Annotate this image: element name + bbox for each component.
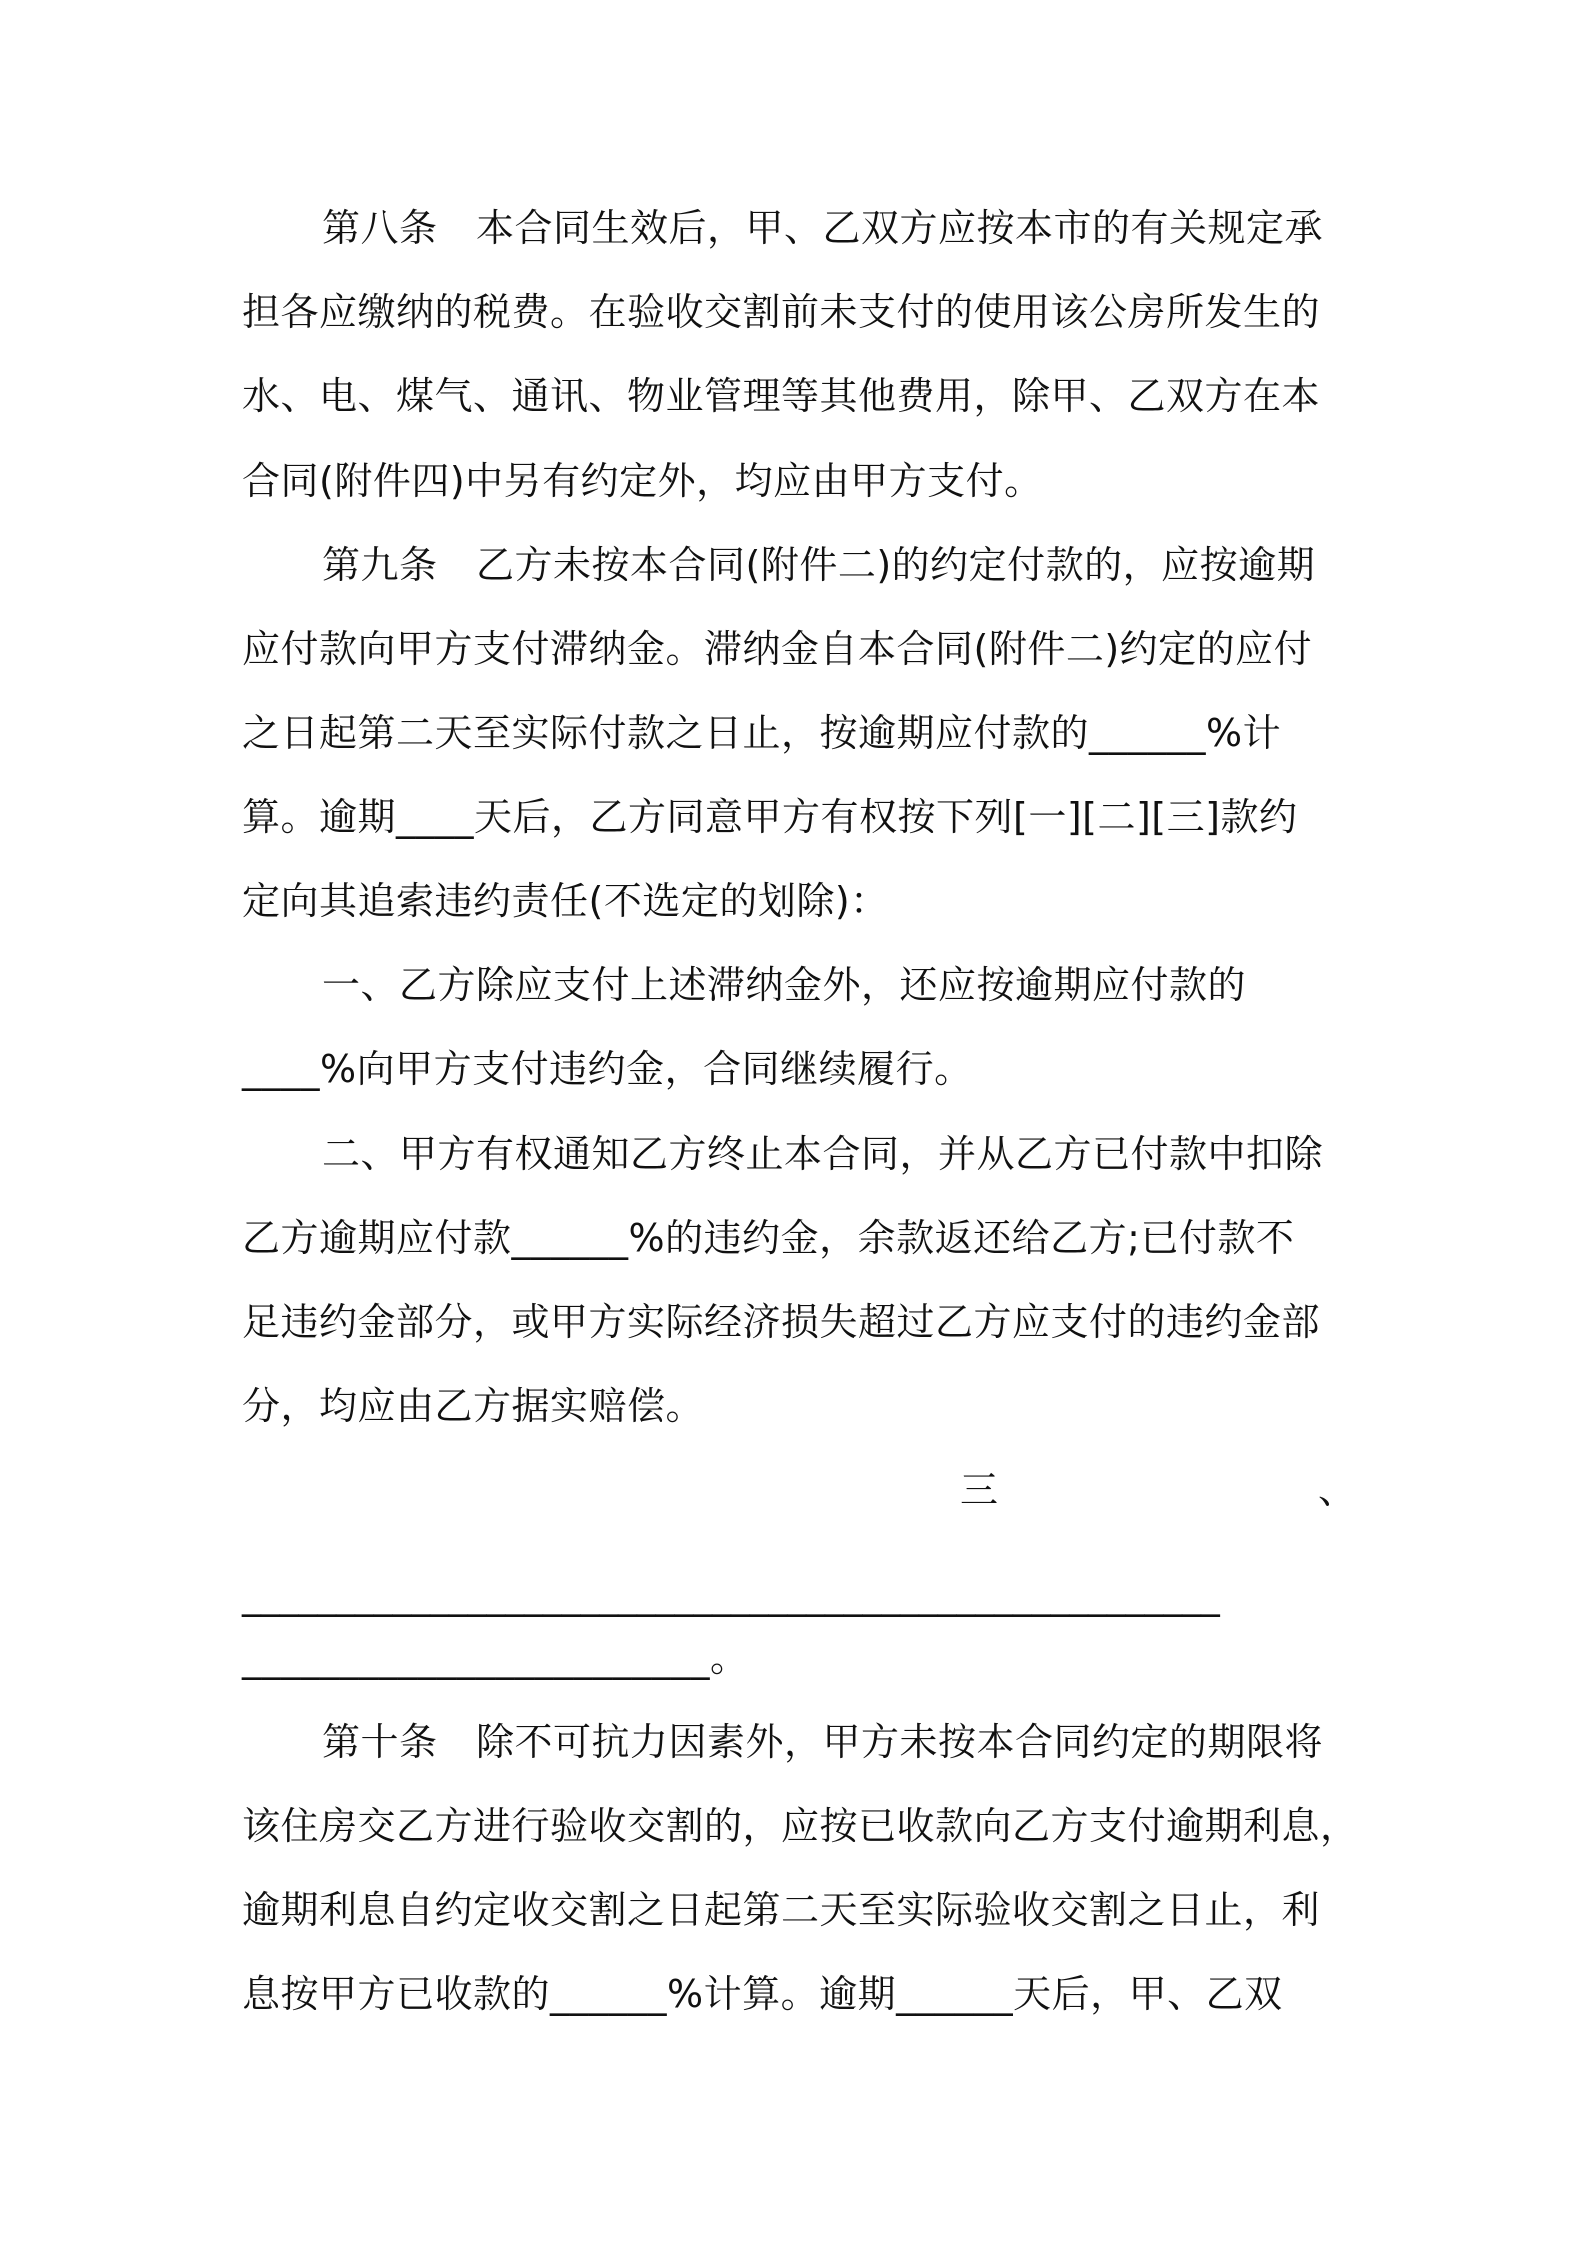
clause-2-line-1: 二、甲方有权通知乙方终止本合同，并从乙方已付款中扣除 (322, 1132, 1324, 1176)
article-8-line-3: 水、电、煤气、通讯、物业管理等其他费用，除甲、乙双方在本 (242, 374, 1321, 418)
clause-1-line-1: 一、乙方除应支付上述滞纳金外，还应按逾期应付款的 (322, 963, 1247, 1007)
article-8-line-1: 第八条 本合同生效后，甲、乙双方应按本市的有关规定承 (322, 206, 1324, 250)
article-8-line-2: 担各应缴纳的税费。在验收交割前未支付的使用该公房所发生的 (242, 290, 1321, 334)
article-10-line-2: 该住房交乙方进行验收交割的，应按已收款向乙方支付逾期利息， (242, 1804, 1359, 1848)
clause-3-blank-line-2: ________________________。 (242, 1636, 749, 1680)
article-9-line-4: 算。逾期____天后，乙方同意甲方有权按下列[一][二][三]款约 (242, 795, 1298, 839)
article-9-line-5: 定向其追索违约责任(不选定的划除)： (242, 879, 889, 923)
clause-2-line-4: 分，均应由乙方据实赔偿。 (242, 1384, 705, 1428)
clause-2-line-3: 足违约金部分，或甲方实际经济损失超过乙方应支付的违约金部 (242, 1300, 1321, 1344)
clause-3-separator: 、 (1318, 1468, 1357, 1512)
article-9-line-1: 第九条 乙方未按本合同(附件二)的约定付款的，应按逾期 (322, 543, 1316, 587)
article-8-line-4: 合同(附件四)中另有约定外，均应由甲方支付。 (242, 459, 1043, 503)
clause-3-blank-line-1: ____________________________________________________ (242, 1573, 1220, 1617)
article-10-line-3: 逾期利息自约定收交割之日起第二天至实际验收交割之日止，利 (242, 1888, 1321, 1932)
article-10-line-1: 第十条 除不可抗力因素外，甲方未按本合同约定的期限将 (322, 1720, 1324, 1764)
clause-1-line-2: ____%向甲方支付违约金，合同继续履行。 (242, 1047, 973, 1091)
article-9-line-3: 之日起第二天至实际付款之日止，按逾期应付款的______%计 (242, 711, 1282, 755)
article-9-line-2: 应付款向甲方支付滞纳金。滞纳金自本合同(附件二)约定的应付 (242, 627, 1313, 671)
clause-3-number: 三 (960, 1468, 999, 1512)
clause-2-line-2: 乙方逾期应付款______%的违约金，余款返还给乙方;已付款不 (242, 1216, 1295, 1260)
article-10-line-4: 息按甲方已收款的______%计算。逾期______天后，甲、乙双 (242, 1972, 1283, 2016)
